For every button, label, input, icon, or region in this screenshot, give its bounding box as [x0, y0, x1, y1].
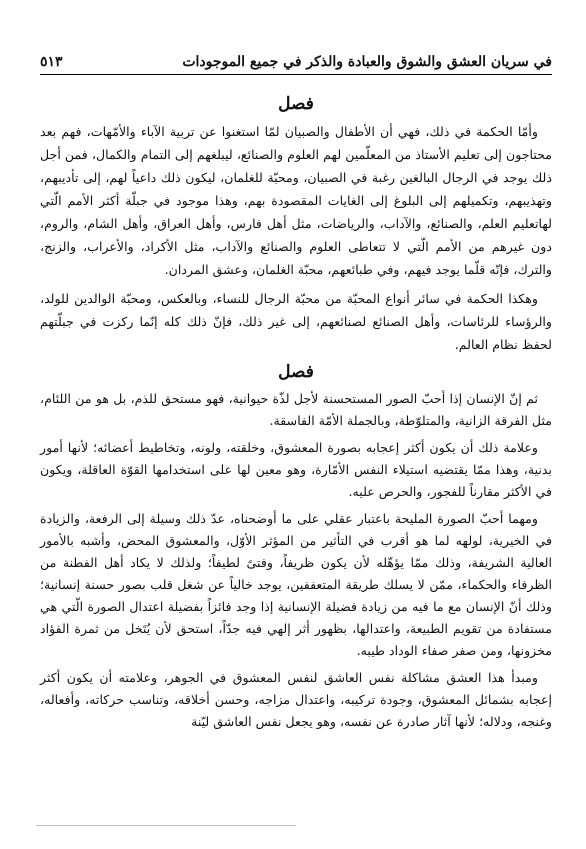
paragraph: وأمّا الحكمة في ذلك، فهي أن الأطفال والصبيان لمّا استغنوا عن تربية الآباء والأمّهات، فهم بعد محتاجون إلى تعليم الأستاذ من المعلّمين لهم العلوم والصنائع، ليبلغهم إلى التمام والكمال، فمن أجل ذلك يوجد في الرجال البالغين رغبة في الصبيان، ومحبّة للغلمان، ليكون ذلك داعياً لهم، إلى تأديبهم، وتهذيبهم، وتكميلهم إلى البلوغ إلى الغايات المقصودة بهم، وهذا موجود في جبلّة أكثر الأمم الّتي لهاتعليم العلم، والصنائع، والآداب، والرياضات، مثل أهل فارس، وأهل العراق، وأهل الشام، والروم، دون غيرهم من الأمم الّتي لا تتعاطى العلوم والصنائع والآداب، مثل الأكراد، والأعراب، والزنج، والترك، فإنّه قلّما يوجد فيهم، وفي طبائعهم، محبّة الغلمان، وعشق المردان. [40, 124, 552, 277]
paragraph: ومبدأ هذا العشق مشاكلة نفس العاشق لنفس المعشوق في الجوهر، وعلامته أن يكون أكثر إعجابه بشمائل المعشوق، وجودة تركيبه، واعتدال مزاجه، وحسن أخلاقه، وتناسب حركاته، وأفعاله، وغنجه، ودلاله؛ لأنها آثار صادرة عن نفسه، وهو يجعل نفس العاشق ليّنة [40, 670, 552, 729]
footer-divider [36, 825, 296, 826]
paragraph: ومهما أحبّ الصورة المليحة باعتبار عقلي على ما أوضحناه، عدّ ذلك وسيلة إلى الرفعة، والزيادة في الخيرية، لولهه لما هو أقرب في التأثير من المؤثر الأوّل، والمعشوق المحض، وأشبه بالأمور العالية الشريفة، وذلك ممّا يؤهّله لأن يكون ظريفاً، وفتىً لطيفاً؛ ولذلك لا يكاد أهل الفطنة من الظرفاء والحكماء، ممّن لا يسلك طريقة المتعففين، يوجد خالياً عن شغل قلب بصور حسنة إنسانية؛ وذلك أنّ الإنسان مع ما فيه من زيادة فضيلة الإنسانية إذا وجد فائزاً بفضيلة اعتدال الصورة الّتي هي مستفادة من تقويم الطبيعة، واعتدالها، بظهور أثر إلهي فيه جدّاً، استحق لأن يُتَخل من ثمرة الفؤاد مخزونها، ومن صفر صفاء الوداد طيبه. [40, 511, 552, 658]
paragraph: وعلامة ذلك أن يكون أكثر إعجابه بصورة المعشوق، وخلقته، ولونه، وتخاطيط أعضائه؛ لأنها أمور بدنية، وهذا ممّا يقتضيه استيلاء النفس الأمّارة، وهو معين لها على استخدامها القوّة العاقلة، ويكون في الأكثر مقارناً للفجور، والحرص عليه. [40, 440, 552, 499]
page-body [40, 88, 552, 733]
header-title: في سريان العشق والشوق والعبادة والذكر في جميع الموجودات [182, 54, 552, 70]
paragraph: وهكذا الحكمة في سائر أنواع المحبّة من محبّة الرجال للنساء، وبالعكس، ومحبّة الوالدين للولد، والرؤساء للرئاسات، وأهل الصنائع لصنائعهم، إلى غير ذلك، فإنّ ذلك كله إنّما ركزت في جبلّتهم لحفظ نظام العالم. [40, 291, 552, 352]
section-heading: فصل [278, 362, 314, 382]
page-number: ٥١٣ [40, 54, 63, 70]
running-header [40, 40, 552, 75]
section-heading: فصل [278, 94, 314, 114]
paragraph: ثم إنّ الإنسان إذا أحبّ الصور المستحسنة لأجل لذّة حيوانية، فهو مستحق للذم، بل هو من اللئام، مثل الفرقة الزانية، والمتلوّطة، وبالجملة الأمّة الفاسقة. [40, 391, 552, 428]
